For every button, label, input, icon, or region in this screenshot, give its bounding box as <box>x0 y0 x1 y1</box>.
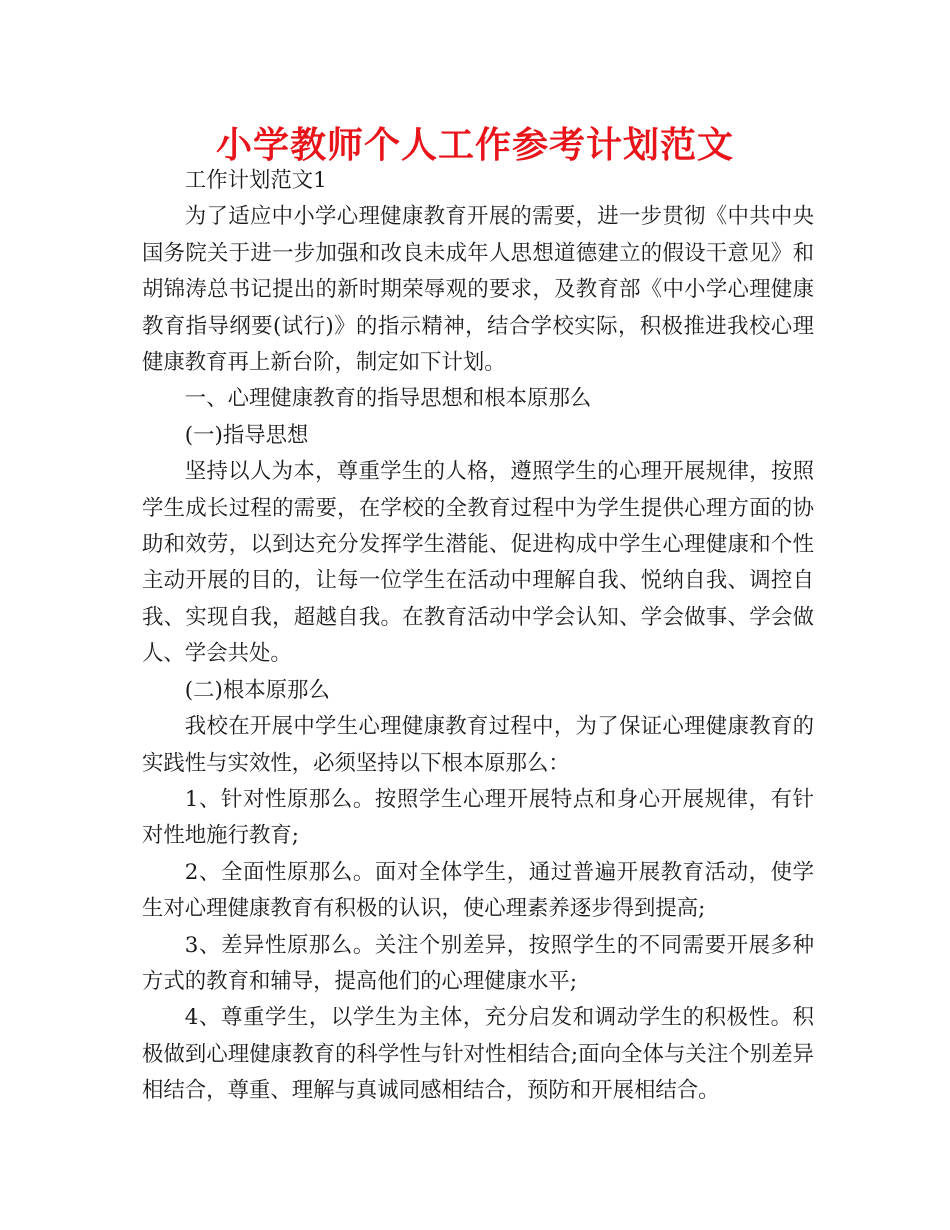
subheading-basic-principles: (二)根本原那么 <box>184 677 330 703</box>
document-body <box>142 163 814 1110</box>
principle-item-1: 1、针对性原那么。按照学生心理开展特点和身心开展规律，有针对性地施行教育; <box>142 786 814 849</box>
subheading-guiding-thought: (一)指导思想 <box>184 422 309 448</box>
principle-item-4: 4、尊重学生，以学生为主体，充分启发和调动学生的积极性。积极做到心理健康教育的科学性与针对性相结合;面向全体与关注个别差异相结合，尊重、理解与真诚同感相结合，预防和开展相结合。 <box>142 1005 814 1104</box>
document-title: 小学教师个人工作参考计划范文 <box>215 125 734 166</box>
guiding-thought-paragraph: 坚持以人为本，尊重学生的人格，遵照学生的心理开展规律，按照学生成长过程的需要，在学校的全教育过程中为学生提供心理方面的协助和效劳，以到达充分发挥学生潜能、促进构成中学生心理健康和个性主动开展的目的，让每一位学生在活动中理解自我、悦纳自我、调控自我、实现自我，超越自我。在教育活动中学会认知、学会做事、学会做人、学会共处。 <box>142 459 814 667</box>
principle-item-2: 2、全面性原那么。面对全体学生，通过普遍开展教育活动，使学生对心理健康教育有积极的认识，使心理素养逐步得到提高; <box>142 859 814 922</box>
section-heading-guiding-principles: 一、心理健康教育的指导思想和根本原那么 <box>184 386 592 412</box>
principle-item-3: 3、差异性原那么。关注个别差异，按照学生的不同需要开展多种方式的教育和辅导，提高他们的心理健康水平; <box>142 932 814 994</box>
intro-paragraph: 为了适应中小学心理健康教育开展的需要，进一步贯彻《中共中央国务院关于进一步加强和改良未成年人思想道德建立的假设干意见》和胡锦涛总书记提出的新时期荣辱观的要求，及教育部《中小学心理健康教育指导纲要(试行)》的指示精神，结合学校实际，积极推进我校心理健康教育再上新台阶，制定如下计划。 <box>142 204 814 376</box>
section-heading-plan-1: 工作计划范文1 <box>184 168 327 193</box>
basic-principles-intro: 我校在开展中学生心理健康教育过程中，为了保证心理健康教育的实践性与实效性，必须坚持以下根本原那么： <box>142 714 814 776</box>
